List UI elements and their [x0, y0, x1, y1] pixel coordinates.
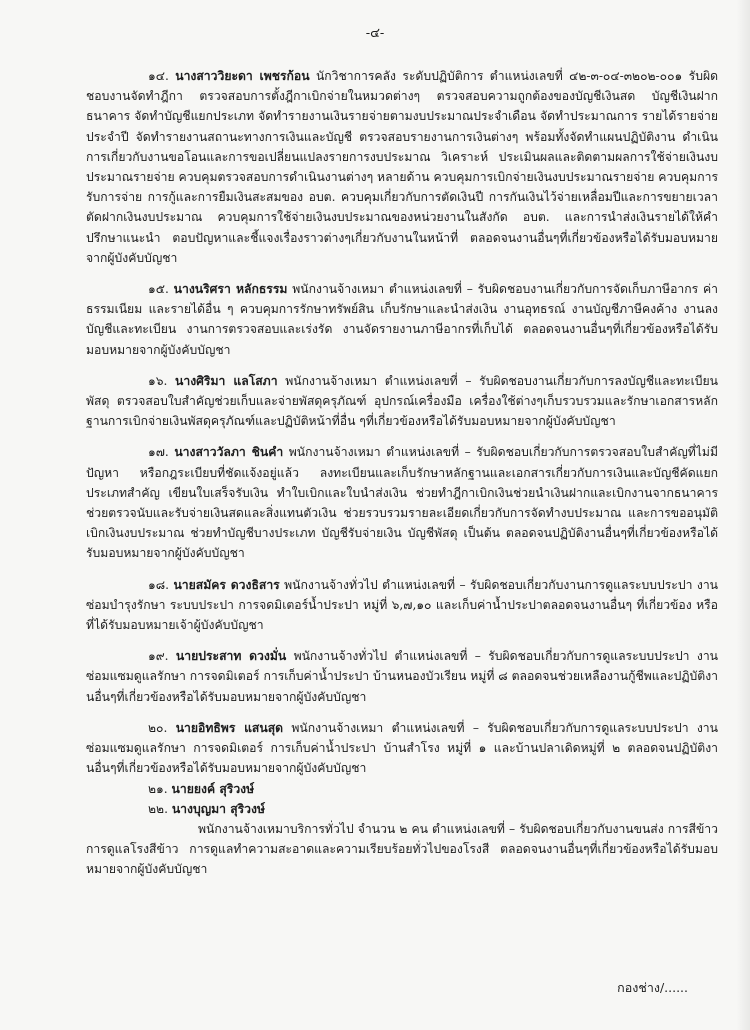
duty-description: พนักงานจ้างเหมา ตำแหน่งเลขที่ – รับผิดชอบงานเกี่ยวกับการลงบัญชีและทะเบียนพัสดุ ตรวจสอบใบสำคัญช่วยเก็บและจ่ายพัสดุครุภัณฑ์ อุปกรณ์เครื่องมือ เครื่องใช้ต่างๆเก็บรวบรวมและรักษาเอกสารหลักฐานการเบิกจ่ายเงินพัสดุครุภัณฑ์และปฏิบัติหน้าที่อื่น ๆที่เกี่ยวข้องหรือได้รับมอบหมายจากผู้บังคับบัญชา: [86, 373, 719, 429]
person-name: นายยงค์ สุริวงษ์: [171, 781, 255, 796]
item-number: ๒๐.: [148, 720, 168, 735]
person-name: นายประสาท ดวงมั่น: [175, 649, 287, 664]
document-body: [86, 66, 718, 880]
item-number: ๒๒.: [148, 801, 168, 816]
item-17: [86, 442, 718, 563]
item-22: [86, 799, 718, 819]
continuation-text: กองช่าง/......: [617, 980, 688, 995]
item-number: ๑๔.: [148, 69, 169, 83]
duty-description: นักวิชาการคลัง ระดับปฏิบัติการ ตำแหน่งเลขที่ ๔๒-๓-๐๔-๓๒๐๒-๐๐๑ รับผิดชอบงานจัดทำฎีกา ตรวจสอบการตั้งฎีกาเบิกจ่ายในหมวดต่างๆ ตรวจสอบความถูกต้องของบัญชีเงินสด บัญชีเงินฝากธนาคาร จัดทำบัญชีแยกประเภท จัดทำรายงานเงินรายจ่ายตามงบประมาณประจำเดือน จัดทำประมาณการ รายได้รายจ่ายประจำปี จัดทำรายงานสถานะทางการเงินและบัญชี ตรวจสอบรายงานการเงินต่างๆ พร้อมทั้งจัดทำแผนปฏิบัติงาน ดำเนินการเกี่ยวกับงานขอโอนและการขอเปลี่ยนแปลงรายการงบประมาณ วิเคราะห์ ประเมินผลและติดตามผลการใช้จ่ายเงินงบประมาณรายจ่าย ควบคุมตรวจสอบการดำเนินงานต่างๆ หลายด้าน ควบคุมการเบิกจ่ายเงินงบประมาณรายจ่าย ควบคุมการรับการจ่าย การกู้และการยืมเงินสะสมของ อบต. ควบคุมเกี่ยวกับการตัดเงินปี การกันเงินไว้จ่ายเหลื่อมปีและการขยายเวลาตัดฝากเงินงบประมาณ ควบคุมการใช้จ่ายเงินงบประมาณของหน่วยงานในสังกัด อบต. และการนำส่งเงินรายได้ให้คำปรึกษาแนะนำ ตอบปัญหาและชี้แจงเรื่องราวต่างๆเกี่ยวกับงานในหน้าที่ ตลอดจนงานอื่นๆที่เกี่ยวข้องหรือได้รับมอบหมายจากผู้บังคับบัญชา: [86, 69, 719, 265]
person-name: นางบุญมา สุริวงษ์: [171, 801, 266, 816]
person-name: นางนริศรา หลักธรรม: [173, 282, 288, 297]
item-number: ๑๖.: [148, 373, 168, 388]
item-number: ๑๘.: [148, 577, 170, 592]
item-16: [86, 371, 718, 432]
item-number: ๑๙.: [148, 649, 169, 664]
item-19: [86, 646, 718, 707]
duty-description: พนักงานจ้างเหมา ตำแหน่งเลขที่ – รับผิดชอบเกี่ยวกับการดูแลระบบประปา งานซ่อมแซมดูแลรักษา การจดมิเตอร์ การเก็บค่าน้ำประปา บ้านสำโรง หมู่ที่ ๑ และบ้านปลาเดิดหมู่ที่ ๒ ตลอดจนปฏิบัติงานอื่นๆที่เกี่ยวข้องหรือได้รับมอบหมายจากผู้บังคับบัญชา: [86, 720, 718, 776]
person-name: นางสาววัลภา ชินคำ: [174, 445, 284, 460]
item-21: [86, 779, 718, 799]
person-name: นางศิริมา แลโสภา: [175, 373, 278, 388]
item-20: [86, 718, 718, 779]
duty-description: พนักงานจ้างเหมา ตำแหน่งเลขที่ – รับผิดชอบเกี่ยวกับการตรวจสอบใบสำคัญที่ไม่มีปัญหา หรือกฎระเบียบที่ชัดแจ้งอยู่แล้ว ลงทะเบียนและเก็บรักษาหลักฐานและเอกสารเกี่ยวกับการเงินและบัญชีคัดแยกประเภทสำคัญ เขียนใบเสร็จรับเงิน ทำใบเบิกและใบนำส่งเงิน ช่วยทำฎีกาเบิกเงินช่วยนำเงินฝากและเบิกงานจากธนาคาร ช่วยตรวจนับและรับจ่ายเงินสดและสิ่งแทนตัวเงิน ช่วยรวบรวมรายละเอียดเกี่ยวกับการจัดทำงบประมาณ และการขออนุมัติเบิกเงินงบประมาณ ช่วยทำบัญชีบางประเภท บัญชีรับจ่ายเงิน บัญชีพัสดุ เป็นต้น ตลอดจนปฏิบัติงานอื่นๆที่เกี่ยวข้องหรือได้รับมอบหมายจากผู้บังคับบัญชา: [86, 445, 718, 561]
item-15: [86, 279, 718, 360]
item-number: ๒๑.: [148, 781, 168, 796]
item-14: [86, 66, 718, 268]
closing-paragraph: พนักงานจ้างเหมาบริการทั่วไป จำนวน ๒ คน ตำแหน่งเลขที่ – รับผิดชอบเกี่ยวกับงานขนส่ง การสีข้าว การดูแลโรงสีข้าว การดูแลทำความสะอาดและความเรียบร้อยทั่วไปของโรงสี ตลอดจนงานอื่นๆที่เกี่ยวข้องหรือได้รับมอบหมายจากผู้บังคับบัญชา: [86, 821, 718, 877]
duty-description: พนักงานจ้างเหมา ตำแหน่งเลขที่ – รับผิดชอบงานเกี่ยวกับการจัดเก็บภาษีอากร ค่าธรรมเนียม และรายได้อื่น ๆ ควบคุมการรักษาทรัพย์สิน เก็บรักษาและนำส่งเงิน งานอุทธรณ์ งานบัญชีภาษีคงค้าง งานลงบัญชีและทะเบียน งานการตรวจสอบและเร่งรัด งานจัดรายงานภาษีอากรที่เก็บได้ ตลอดจนงานอื่นๆที่เกี่ยวข้องหรือได้รับมอบหมายจากผู้บังคับบัญชา: [86, 282, 718, 357]
duty-description: พนักงานจ้างทั่วไป ตำแหน่งเลขที่ – รับผิดชอบเกี่ยวกับงานการดูแลระบบประปา งานซ่อมบำรุงรักษา ระบบประปา การจดมิเตอร์น้ำประปา หมู่ที่ ๖,๗,๑๐ และเก็บค่าน้ำประปาตลอดจนงานอื่นๆ ที่เกี่ยวข้อง หรือที่ได้รับมอบหมายเจ้าผู้บังคับบัญชา: [86, 577, 718, 633]
item-number: ๑๗.: [148, 445, 169, 460]
person-name: นายสมัคร ดวงธิสาร: [173, 577, 280, 592]
duty-description: พนักงานจ้างทั่วไป ตำแหน่งเลขที่ – รับผิดชอบเกี่ยวกับการดูแลระบบประปา งานซ่อมแซมดูแลรักษา การจดมิเตอร์ การเก็บค่าน้ำประปา บ้านหนองบัวเรียน หมู่ที่ ๘ ตลอดจนช่วยเหลืองานกู้ชีพและปฏิบัติงานอื่นๆที่เกี่ยวข้องหรือได้รับมอบหมายจากผู้บังคับบัญชา: [86, 649, 719, 704]
item-number: ๑๕.: [148, 282, 169, 297]
person-name: นางสาววิยะดา เพชรก้อน: [175, 69, 310, 83]
page-number: -๔-: [365, 26, 385, 41]
person-name: นายอิทธิพร แสนสุด: [175, 720, 284, 735]
page-edge-shadow: [736, 0, 750, 1030]
item-18: [86, 575, 718, 636]
